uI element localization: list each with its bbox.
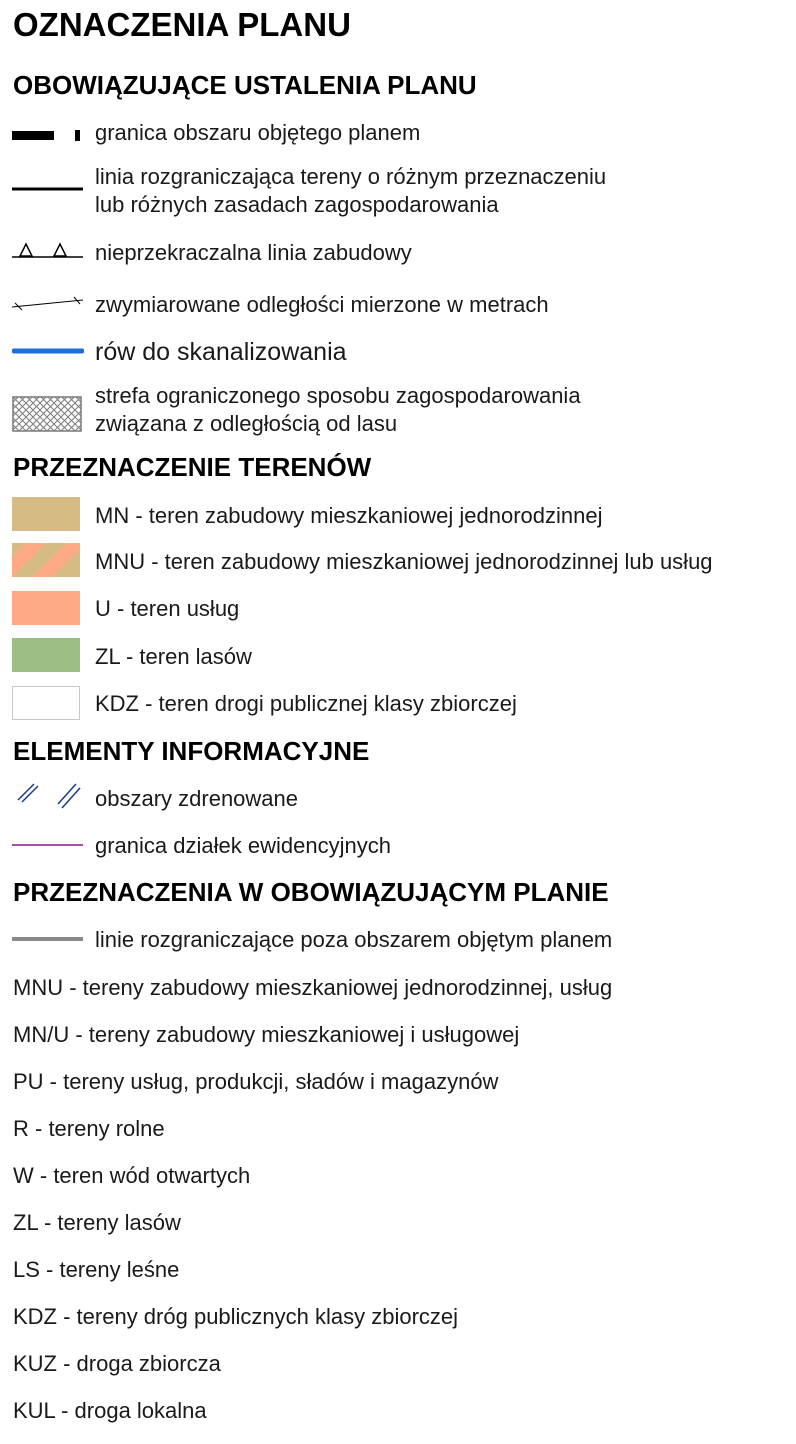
plan-item-mn-u: MN/U - tereny zabudowy mieszkaniowej i usługowej xyxy=(13,1022,520,1047)
plan-item-kul: KUL - droga lokalna xyxy=(13,1398,207,1423)
legend-item-mn: MN - teren zabudowy mieszkaniowej jednorodzinnej xyxy=(95,503,603,528)
building-line-symbol xyxy=(12,238,84,260)
section-heading-przeznaczenie: PRZEZNACZENIE TERENÓW xyxy=(13,452,372,482)
legend-item-parcel-boundary: granica działek ewidencyjnych xyxy=(95,833,391,858)
legend-item-forest-zone-1: strefa ograniczonego sposobu zagospodarowania xyxy=(95,383,581,408)
legend-item-drained-area: obszary zdrenowane xyxy=(95,786,299,811)
demarcation-line-symbol xyxy=(12,184,84,194)
mn-color-swatch xyxy=(12,497,80,531)
plan-item-ls: LS - tereny leśne xyxy=(13,1257,180,1282)
kdz-color-swatch xyxy=(12,686,80,720)
plan-item-w: W - teren wód otwartych xyxy=(13,1163,251,1188)
legend-title: OZNACZENIA PLANU xyxy=(13,6,351,43)
plan-item-pu: PU - tereny usług, produkcji, sładów i magazynów xyxy=(13,1069,499,1094)
legend-item-forest-zone-2: związana z odległością od lasu xyxy=(95,411,398,436)
legend-item-u: U - teren usług xyxy=(95,596,240,621)
plan-item-r: R - tereny rolne xyxy=(13,1116,165,1141)
legend-item-outside-demarcation: linie rozgraniczające poza obszarem objętym planem xyxy=(95,927,613,952)
plan-item-kdz: KDZ - tereny dróg publicznych klasy zbiorczej xyxy=(13,1304,459,1329)
u-color-swatch xyxy=(12,591,80,625)
plan-item-mnu: MNU - tereny zabudowy mieszkaniowej jednorodzinnej, usług xyxy=(13,975,613,1000)
plan-item-zl: ZL - tereny lasów xyxy=(13,1210,181,1235)
outside-demarcation-line-symbol xyxy=(12,934,84,944)
plan-boundary-symbol xyxy=(12,126,84,146)
zl-color-swatch xyxy=(12,638,80,672)
legend-item-plan-boundary: granica obszaru objętego planem xyxy=(95,120,421,145)
legend-item-demarcation-line-2: lub różnych zasadach zagospodarowania xyxy=(95,192,499,217)
ditch-line-symbol xyxy=(12,346,84,356)
parcel-boundary-symbol xyxy=(12,840,84,850)
section-heading-obowiazujacy-plan: PRZEZNACZENIA W OBOWIĄZUJĄCYM PLANIE xyxy=(13,877,609,907)
forest-zone-hatch-symbol xyxy=(12,396,84,434)
mnu-striped-swatch xyxy=(12,543,84,579)
section-heading-informacyjne: ELEMENTY INFORMACYJNE xyxy=(13,736,370,766)
dimension-line-symbol xyxy=(12,296,84,312)
legend-item-building-line: nieprzekraczalna linia zabudowy xyxy=(95,240,412,265)
legend-item-mnu: MNU - teren zabudowy mieszkaniowej jednorodzinnej lub usług xyxy=(95,549,713,574)
legend-item-zl: ZL - teren lasów xyxy=(95,644,252,669)
legend-item-dimension-distances: zwymiarowane odległości mierzone w metrach xyxy=(95,292,549,317)
plan-item-kuz: KUZ - droga zbiorcza xyxy=(13,1351,221,1376)
drained-area-symbol xyxy=(12,778,84,814)
legend-item-demarcation-line-1: linia rozgraniczająca tereny o różnym przeznaczeniu xyxy=(95,164,607,189)
section-heading-obowiazujace: OBOWIĄZUJĄCE USTALENIA PLANU xyxy=(13,70,477,100)
legend-item-kdz: KDZ - teren drogi publicznej klasy zbiorczej xyxy=(95,691,517,716)
legend-item-ditch: rów do skanalizowania xyxy=(95,338,347,366)
